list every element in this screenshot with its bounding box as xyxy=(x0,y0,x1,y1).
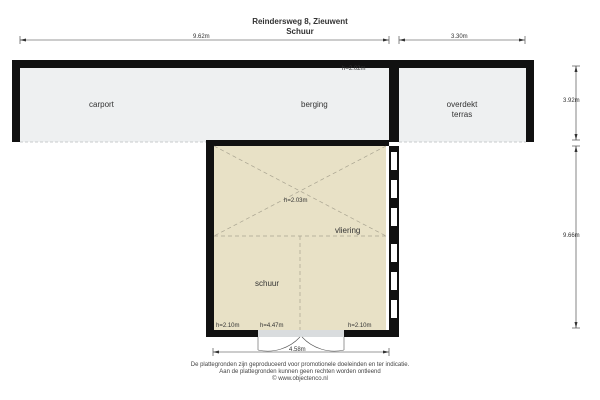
dimension-bottom: 4.58m xyxy=(289,347,306,353)
dimension-right-bottom: 9.66m xyxy=(563,233,580,239)
height-label-bottom-right: h=2.10m xyxy=(348,323,372,329)
height-label-bottom-center: h=4.47m xyxy=(260,323,284,329)
room-label-terras: terras xyxy=(451,110,473,119)
room-label-overdekt: overdekt xyxy=(446,100,478,109)
copyright-line: © www.objectenco.nl xyxy=(272,376,328,382)
disclaimer-line-1: De plattegronden zijn geproduceerd voor promotionele doeleinden en ter indicatie. xyxy=(190,362,410,368)
height-label-middle: h=2.03m xyxy=(284,198,308,204)
dimension-right-top: 3.92m xyxy=(563,98,580,104)
room-label-schuur: schuur xyxy=(255,279,280,288)
address-title: Reindersweg 8, Zieuwent xyxy=(252,17,348,26)
room-label-vliering: vliering xyxy=(335,226,361,235)
schuur-right-wall xyxy=(389,146,399,337)
disclaimer-line-2: Aan de plattegronden kunnen geen rechten worden ontleend xyxy=(219,369,381,375)
dimension-top-right: 3.30m xyxy=(451,34,468,40)
height-label-bottom-left: h=2.10m xyxy=(216,323,240,329)
room-label-overdekt-terras xyxy=(430,100,494,120)
height-label-top: h=2.02m xyxy=(342,66,366,72)
building-title: Schuur xyxy=(286,27,314,36)
dimension-top-left: 9.62m xyxy=(193,34,210,40)
room-label-berging: berging xyxy=(301,100,328,109)
room-label-carport: carport xyxy=(89,100,114,109)
